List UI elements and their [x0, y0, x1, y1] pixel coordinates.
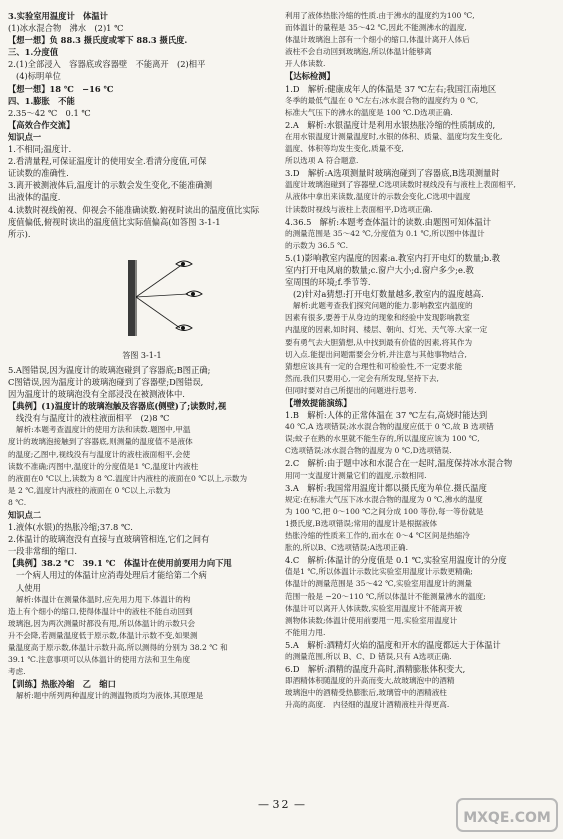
left-text-block-2 [8, 364, 276, 703]
left-text-line: 造上有个细小的缩口,使得体温计中的液柱不能自动回到 [8, 606, 193, 616]
right-text-line: 范围一般是 −20～110 ℃,所以体温计不能测量沸水的温度; [285, 591, 486, 601]
right-text-line: 利用了液体热胀冷缩的性质.由于沸水的温度约为100 ℃, [285, 11, 475, 20]
left-text-line: 度计的玻璃泡接触到了容器底,则测量的温度值不是液体 [8, 437, 193, 447]
right-text-line: 室周围的环境;f.季节等. [285, 277, 371, 288]
figure-caption: 答图 3-1-1 [122, 350, 162, 360]
left-text-line: 【想一想】18 ℃ −16 ℃ [8, 83, 114, 94]
left-text-line: 3.离开被测液体后,温度计的示数会发生变化,不能准确测 [8, 180, 213, 191]
right-text-line: 体温计可以离开人体读数,实验室用温度计不能离开被 [285, 603, 463, 613]
right-text-line: 4.C 解析:体温计的分度值是 0.1 ℃,实验室用温度计的分度 [285, 555, 507, 566]
right-text-line: 解析:此题考查我们探究问题的能力.影响教室内温度的 [293, 301, 473, 311]
left-text-line: 39.1 ℃.注意事项可以从体温计的使用方法和卫生角度 [8, 655, 191, 665]
right-text-line: 要有勇气去大胆猜想,从中找到最有价值的因素,将其作为 [285, 337, 473, 347]
left-text-line: 【训练】热胀冷缩 乙 缩口 [8, 679, 116, 690]
right-text-line: 测物体读数;体温计使用前要甩一甩,实验室用温度计 [285, 615, 458, 625]
right-text-line: 1.B 解析:人体的正常体温在 37 ℃左右,高烧时能达到 [285, 410, 488, 421]
left-text-line: (1)冰水混合物 沸水 (2)1 ℃ [8, 23, 124, 34]
right-text-line: 4.36.5 解析:本题考查体温计的读数.由题图可知体温计 [285, 216, 492, 227]
right-text-line: (2)针对a猜想:打开电灯数量越多,教室内的温度越高. [293, 289, 484, 300]
right-text-line: 值是1 ℃,所以体温计示数比实验室用温度计示数更精确; [285, 567, 473, 577]
left-text-line: 三、1.分度值 [8, 47, 59, 58]
right-text-line: C选项错误;冰水混合物的温度为 0 ℃,D选项错误. [285, 446, 452, 456]
left-text-line: 读数不准确;丙图中,温度计的分度值是1 ℃,温度计内液柱 [8, 461, 199, 471]
left-text-line: 解析:本题考查温度计的使用方法和读数.题图中,甲温 [16, 425, 191, 435]
right-text-line: 【增效提能演练】 [285, 398, 352, 408]
right-text-line: 2.A 解析:水银温度计是利用水银热胀冷缩的性质制成的, [285, 119, 496, 130]
right-text-line: 40 ℃,A 选项错误;冰水混合物的温度应低于 0 ℃,故 B 选项错 [285, 422, 494, 432]
right-text-line: 5.(1)影响教室内温度的因素:a.教室内打开电灯的数量;b.教 [285, 252, 501, 263]
left-text-line: 1.液体(水银)的热胀冷缩;37.8 ℃. [8, 522, 133, 533]
left-text-block-1 [8, 10, 276, 240]
left-text-line: 2.(1)全部浸入 容器底或容器壁 不能离开 (2)相平 [8, 59, 206, 70]
right-text-line: 的测量范围是 35～42 ℃,分度值为 0.1 ℃,所以图中体温计 [285, 228, 485, 238]
left-text-line: 所示). [8, 228, 31, 239]
right-text-block [285, 10, 553, 711]
right-text-line: 体温计玻璃泡上部有一个细小的缩口,体温计离开人体后 [285, 35, 470, 45]
right-text-line: 开人体读数. [285, 59, 326, 69]
right-text-line: 冬季的最低气温在 0 ℃左右;冰水混合物的温度约为 0 ℃, [285, 95, 479, 105]
right-text-line: 的示数为 36.5 ℃. [285, 240, 349, 250]
right-text-line: 热胀冷缩的性质来工作的,而水在 0～4 ℃区间是热缩冷 [285, 531, 470, 541]
right-text-line: 所以选项 A 符合题意. [285, 156, 359, 166]
left-text-line: 知识点二 [8, 510, 42, 520]
right-text-line: 不能用力甩. [285, 627, 326, 637]
left-text-line: 升不会降,若测量温度低于原示数,体温计示数不变,如果测 [8, 630, 198, 640]
right-text-line: 3.A 解析:我国常用温度计都以摄氏度为单位.摄氏温度 [285, 482, 487, 493]
left-text-line: 四、1.膨胀 不能 [8, 95, 75, 106]
right-column [285, 10, 553, 711]
left-text-line: 2.体温计的玻璃泡没有直接与直玻璃管相连,它们之间有 [8, 534, 210, 545]
svg-text:MXQE.COM: MXQE.COM [463, 810, 551, 826]
right-text-line: 室内打开电风扇的数量;c.窗户大小;d.窗户多少;e.教 [285, 264, 474, 275]
right-text-line: 从液体中拿出来读数,温度计的示数会变化,C选项中温度 [285, 192, 471, 202]
right-text-line: 5.A 解析:酒精灯火焰的温度和开水的温度都远大于体温计 [285, 639, 501, 650]
right-text-line: 在用水银温度计测量温度时,水银的体积、质量、温度均发生变化, [285, 131, 503, 141]
right-text-line: 1摄氏度,B选项错误;常用的温度计是根据液体 [285, 518, 438, 528]
right-text-line: 6.D 解析:酒精的温度升高时,酒精膨胀体积变大, [285, 664, 466, 675]
right-text-line: 计读数时视线与液柱上表面相平,D选项正确. [285, 204, 433, 214]
right-text-line: 但同时要对自己所提出的问题进行思考. [285, 385, 417, 395]
eye-icon [186, 291, 202, 297]
left-text-line: 的液面在0 ℃以上,读数为 8 ℃.温度计内液柱的液面在0 ℃以上,示数为 [8, 473, 248, 483]
right-text-line: 体温计的测量范围是 35～42 ℃,实验室用温度计的测量 [285, 579, 472, 589]
right-text-line: 猜想应该具有一定的合理性和可检验性,不一定要求能 [285, 361, 463, 371]
sightline-low [136, 297, 180, 328]
right-text-line: 1.D 解析:健康成年人的体温是 37 ℃左右;我国江南地区 [285, 83, 497, 94]
left-text-line: 【典例】(1)温度计的玻璃泡触及容器底(侧壁)了;读数时,视 [8, 401, 227, 412]
right-text-line: 【达标检测】 [285, 71, 335, 82]
right-text-line: 然而,我们只要用心,一定会有所发现,坚持下去, [285, 373, 439, 383]
right-text-line: 3.D 解析:A选项测量时玻璃泡碰到了容器底,B选项测量时 [285, 168, 500, 179]
left-column [8, 10, 276, 703]
left-text-line: 8 ℃. [8, 497, 27, 507]
left-text-line: (4)标明单位 [16, 71, 61, 82]
left-text-line: 【典例】38.2 ℃ 39.1 ℃ 体温计在使用前要用力向下甩 [8, 558, 232, 569]
left-text-line: 人使用 [16, 582, 41, 593]
left-text-line: 3.实验室用温度计 体温计 [8, 11, 108, 21]
sightline-level [136, 294, 188, 297]
left-text-line: 证读数的准确性. [8, 168, 69, 179]
left-text-line: 量温度高于原示数,体温计示数升高,所以测得的分别为 38.2 ℃ 和 [8, 643, 228, 653]
left-text-line: 4.读数时视线俯视、仰视会不能准确读数.俯视时读出的温度值比实际 [8, 204, 260, 215]
left-text-line: 5.A图错误,因为温度计的玻璃泡碰到了容器底;B图正确; [8, 364, 211, 375]
left-text-line: 【想一想】负 88.3 摄氏度或零下 88.3 摄氏度. [8, 35, 188, 46]
eye-icon [176, 261, 192, 267]
left-text-line: 解析:体温计在测量体温时,应先用力甩下.体温计的构 [16, 594, 191, 604]
left-text-line: 的温度;乙图中,视线没有与温度计的液柱液面相平,会使 [8, 449, 191, 459]
right-text-line: 温度计玻璃泡碰到了容器壁,C选项读数时视线没有与液柱上表面相平, [285, 180, 516, 190]
right-text-line: 用同一支温度计测量它们的温度,示数相同. [285, 470, 427, 480]
left-text-line: 一段非常细的缩口. [8, 546, 78, 557]
right-text-line: 玻璃泡中的酒精受热膨胀后,玻璃管中的酒精液柱 [285, 688, 447, 698]
right-text-line: 液柱不会自动回到玻璃泡,所以体温计能够离 [285, 47, 432, 57]
right-text-line: 为 100 ℃,把 0～100 ℃之间分成 100 等份,每一等份就是 [285, 506, 484, 516]
right-text-line: 误;蚊子在熟的水里就不能生存的,所以温度应该为 100 ℃, [285, 434, 480, 444]
left-text-line: 知识点一 [8, 131, 42, 142]
left-text-line: 出液体的温度. [8, 192, 61, 203]
left-text-line: 一个病人用过的体温计应消毒处理后才能给第二个病 [16, 570, 207, 581]
right-text-line: 切入点.能提出问题需要会分析,并注意与其他事物结合, [285, 349, 467, 359]
figure-eye-sightlines-diagram [8, 242, 276, 352]
right-text-line: 而体温计的量程是 35～42 ℃,因此不能测沸水的温度, [285, 23, 467, 33]
watermark-logo [455, 795, 559, 835]
left-text-line: 玻璃泡,因为两次测量时都没有甩,所以体温计的示数只会 [8, 618, 196, 628]
left-text-line: 解析:题中所列两种温度计的测温物质均为液体,其原理是 [16, 691, 204, 701]
thermometer-scale-bar [128, 260, 135, 336]
right-text-line: 因素有很多,要善于从身边的现象和经验中发现影响教室 [285, 313, 470, 323]
page-number: — 32 — [258, 798, 305, 811]
left-text-line: 因为温度计的玻璃泡没有全部浸没在被测液体中. [8, 389, 185, 400]
left-text-line: 线没有与温度计的液柱液面相平 (2)8 ℃ [16, 413, 170, 424]
right-text-line: 标准大气压下的沸水的温度是 100 ℃.D选项正确. [285, 107, 453, 117]
left-text-line: 【高效合作交流】 [8, 119, 75, 130]
eye-icon [176, 325, 192, 331]
right-text-line: 温度、体积等均发生变化,质量不变, [285, 144, 404, 154]
left-text-line: 2.35～42 ℃ 0.1 ℃ [8, 107, 91, 118]
left-text-line: 度值偏低,俯视时读出的温度值比实际值偏高(如答图 3-1-1 [8, 216, 221, 227]
right-text-line: 2.C 解析:由于题中冰和水混合在一起时,温度保持冰水混合物 [285, 458, 513, 469]
right-text-line: 胀的,所以B、C选项错误;A选项正确. [285, 543, 408, 553]
sightline-high [136, 264, 183, 297]
left-text-line: 是 2 ℃,温度计内液柱的液面在 0 ℃以上,示数为 [8, 485, 171, 495]
left-text-line: 1.不相同;温度计. [8, 144, 72, 155]
right-text-line: 的测量范围,所以 B、C、D 错误,只有 A选项正确. [285, 651, 452, 661]
figure-thermometer-reading [8, 242, 276, 352]
right-text-line: 规定:在标准大气压下冰水混合物的温度为 0 ℃,沸水的温度 [285, 494, 483, 504]
left-text-line: C图错误,因为温度计的玻璃泡碰到了容器壁;D图错误, [8, 376, 204, 387]
left-text-line: 2.看清量程,可保证温度计的使用安全.看清分度值,可保 [8, 156, 207, 167]
left-text-line: 考虑. [8, 667, 26, 677]
right-text-line: 即酒精体积随温度的升高而变大,故玻璃泡中的酒精 [285, 676, 455, 686]
right-text-line: 升高的高度. 内径细的温度计酒精液柱升得更高. [285, 700, 450, 710]
right-text-line: 内温度的因素,如时间、楼层、朝向、灯光、天气等.大家一定 [285, 325, 488, 335]
